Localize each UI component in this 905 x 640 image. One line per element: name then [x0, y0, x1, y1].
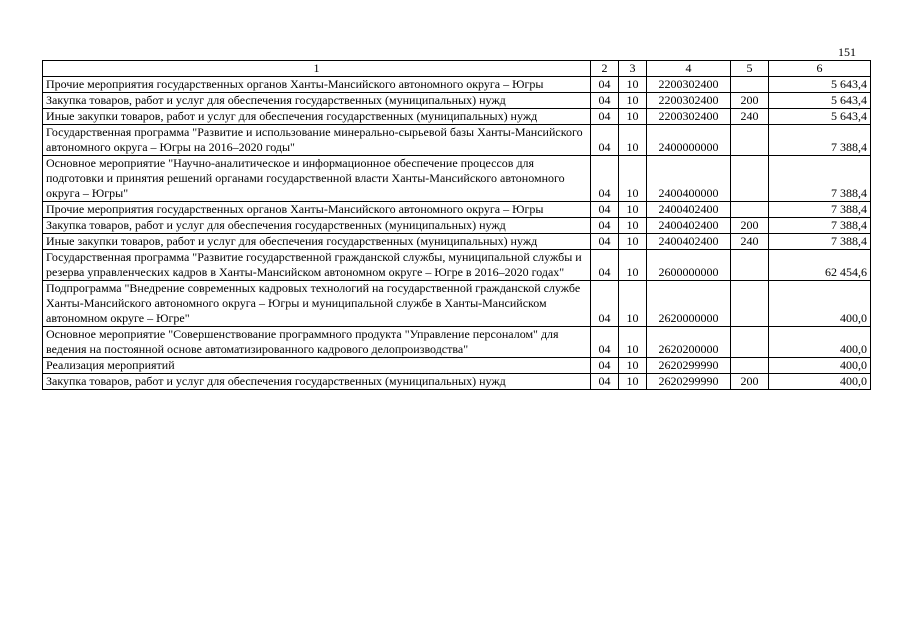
section-code: 04 — [591, 156, 619, 202]
expense-type-code — [731, 250, 769, 281]
expense-type-code: 240 — [731, 234, 769, 250]
subsection-code: 10 — [619, 218, 647, 234]
amount: 7 388,4 — [769, 125, 871, 156]
table-row — [43, 77, 871, 93]
section-code: 04 — [591, 125, 619, 156]
target-article-code: 2200302400 — [647, 93, 731, 109]
row-name: Подпрограмма "Внедрение современных кадровых технологий на государственной гражданской службе Ханты-Мансийского автономного округа – Югры и муниципальной службе в Ханты-Мансийском автономном округе – Югре" — [43, 281, 591, 327]
subsection-code: 10 — [619, 156, 647, 202]
expense-type-code: 200 — [731, 218, 769, 234]
amount: 7 388,4 — [769, 234, 871, 250]
table-row — [43, 358, 871, 374]
expense-type-code — [731, 327, 769, 358]
subsection-code: 10 — [619, 202, 647, 218]
row-name: Основное мероприятие "Совершенствование программного продукта "Управление персоналом" для ведения на постоянной основе автоматизированного кадрового делопроизводства" — [43, 327, 591, 358]
section-code: 04 — [591, 281, 619, 327]
target-article-code: 2620000000 — [647, 281, 731, 327]
table-row — [43, 125, 871, 156]
row-name: Закупка товаров, работ и услуг для обеспечения государственных (муниципальных) нужд — [43, 93, 591, 109]
expense-type-code — [731, 358, 769, 374]
target-article-code: 2620200000 — [647, 327, 731, 358]
subsection-code: 10 — [619, 93, 647, 109]
expense-type-code — [731, 156, 769, 202]
target-article-code: 2620299990 — [647, 374, 731, 390]
expense-type-code — [731, 281, 769, 327]
row-name: Прочие мероприятия государственных органов Ханты-Мансийского автономного округа – Югры — [43, 77, 591, 93]
target-article-code: 2400402400 — [647, 218, 731, 234]
amount: 7 388,4 — [769, 202, 871, 218]
row-name: Основное мероприятие "Научно-аналитическое и информационное обеспечение процессов для подготовки и принятия решений органами государственной власти Ханты-Мансийского автономного округа – Югры" — [43, 156, 591, 202]
table-row — [43, 218, 871, 234]
expense-type-code — [731, 202, 769, 218]
table-row — [43, 281, 871, 327]
subsection-code: 10 — [619, 109, 647, 125]
table-row — [43, 93, 871, 109]
row-name: Государственная программа "Развитие и использование минерально-сырьевой базы Ханты-Мансийского автономного округа – Югры на 2016–2020 годы" — [43, 125, 591, 156]
amount: 62 454,6 — [769, 250, 871, 281]
subsection-code: 10 — [619, 234, 647, 250]
amount: 5 643,4 — [769, 93, 871, 109]
section-code: 04 — [591, 109, 619, 125]
amount: 400,0 — [769, 327, 871, 358]
table-row — [43, 374, 871, 390]
target-article-code: 2200302400 — [647, 109, 731, 125]
amount: 400,0 — [769, 358, 871, 374]
amount: 5 643,4 — [769, 77, 871, 93]
subsection-code: 10 — [619, 327, 647, 358]
section-code: 04 — [591, 327, 619, 358]
table-row — [43, 327, 871, 358]
subsection-code: 10 — [619, 374, 647, 390]
section-code: 04 — [591, 202, 619, 218]
row-name: Государственная программа "Развитие государственной гражданской службы, муниципальной службы и резерва управленческих кадров в Ханты-Мансийском автономном округе – Югре в 2016–2020 годах" — [43, 250, 591, 281]
subsection-code: 10 — [619, 358, 647, 374]
row-name: Иные закупки товаров, работ и услуг для обеспечения государственных (муниципальных) нужд — [43, 109, 591, 125]
subsection-code: 10 — [619, 250, 647, 281]
amount: 7 388,4 — [769, 156, 871, 202]
table-row — [43, 234, 871, 250]
target-article-code: 2400402400 — [647, 234, 731, 250]
table-header-row — [43, 61, 871, 77]
budget-table — [42, 60, 871, 390]
row-name: Закупка товаров, работ и услуг для обеспечения государственных (муниципальных) нужд — [43, 374, 591, 390]
target-article-code: 2400402400 — [647, 202, 731, 218]
column-header: 5 — [731, 61, 769, 77]
target-article-code: 2400400000 — [647, 156, 731, 202]
expense-type-code: 240 — [731, 109, 769, 125]
row-name: Иные закупки товаров, работ и услуг для обеспечения государственных (муниципальных) нужд — [43, 234, 591, 250]
expense-type-code: 200 — [731, 93, 769, 109]
target-article-code: 2620299990 — [647, 358, 731, 374]
section-code: 04 — [591, 234, 619, 250]
amount: 7 388,4 — [769, 218, 871, 234]
column-header: 3 — [619, 61, 647, 77]
table-row — [43, 250, 871, 281]
subsection-code: 10 — [619, 77, 647, 93]
table-row — [43, 202, 871, 218]
section-code: 04 — [591, 358, 619, 374]
column-header: 6 — [769, 61, 871, 77]
column-header: 4 — [647, 61, 731, 77]
row-name: Закупка товаров, работ и услуг для обеспечения государственных (муниципальных) нужд — [43, 218, 591, 234]
section-code: 04 — [591, 218, 619, 234]
target-article-code: 2200302400 — [647, 77, 731, 93]
amount: 400,0 — [769, 374, 871, 390]
amount: 400,0 — [769, 281, 871, 327]
row-name: Прочие мероприятия государственных органов Ханты-Мансийского автономного округа – Югры — [43, 202, 591, 218]
expense-type-code: 200 — [731, 374, 769, 390]
expense-type-code — [731, 77, 769, 93]
target-article-code: 2400000000 — [647, 125, 731, 156]
row-name: Реализация мероприятий — [43, 358, 591, 374]
target-article-code: 2600000000 — [647, 250, 731, 281]
section-code: 04 — [591, 93, 619, 109]
page-number: 151 — [838, 45, 856, 59]
section-code: 04 — [591, 374, 619, 390]
column-header: 1 — [43, 61, 591, 77]
table-row — [43, 109, 871, 125]
column-header: 2 — [591, 61, 619, 77]
section-code: 04 — [591, 77, 619, 93]
subsection-code: 10 — [619, 281, 647, 327]
table-row — [43, 156, 871, 202]
section-code: 04 — [591, 250, 619, 281]
expense-type-code — [731, 125, 769, 156]
amount: 5 643,4 — [769, 109, 871, 125]
subsection-code: 10 — [619, 125, 647, 156]
